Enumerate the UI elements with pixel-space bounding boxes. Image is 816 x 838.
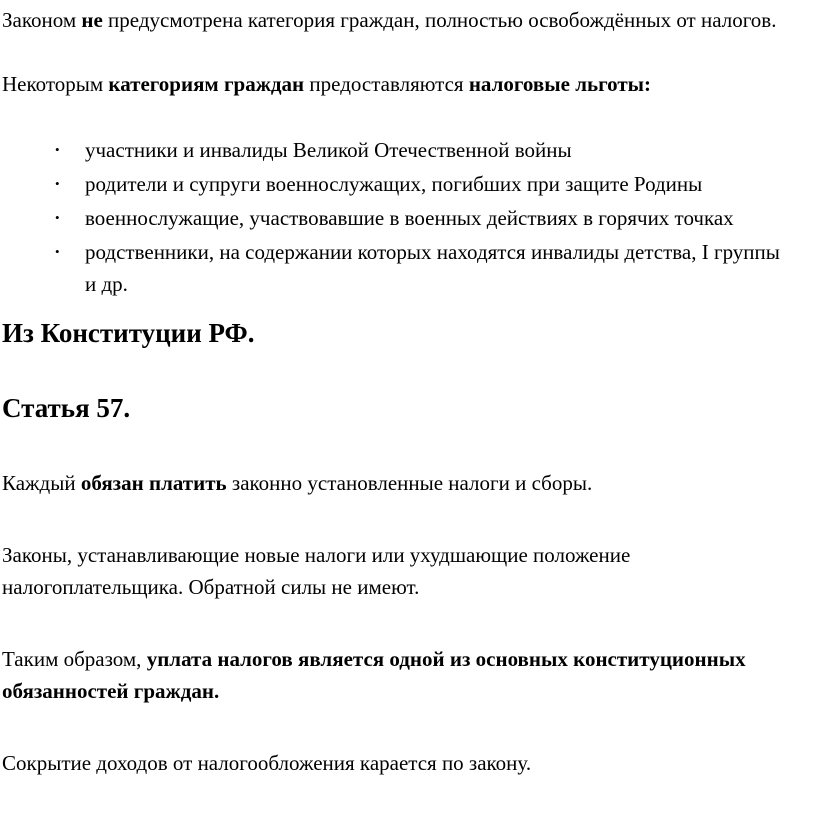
concealment-paragraph: Сокрытие доходов от налогообложения карается по закону. bbox=[2, 751, 532, 775]
list-item bbox=[2, 236, 814, 300]
list-item bbox=[2, 134, 814, 166]
list-item bbox=[2, 168, 814, 200]
duty-text-end: законно установленные налоги и сборы. bbox=[226, 471, 593, 495]
list-item-text: военнослужащие, участвовавшие в военных действиях в горячих точках bbox=[85, 206, 734, 230]
conclusion-paragraph bbox=[2, 643, 814, 707]
benefits-emphasis-tax: налоговые льготы: bbox=[468, 72, 652, 96]
list-item-text: родственники, на содержании которых находятся инвалиды детства, I группы и др. bbox=[85, 240, 780, 296]
intro-emphasis: не bbox=[81, 8, 103, 32]
list-item bbox=[2, 202, 814, 234]
article-paragraph-duty bbox=[2, 467, 814, 499]
benefits-text-mid: предоставляются bbox=[304, 72, 469, 96]
intro-text: Законом bbox=[2, 8, 82, 32]
bullet-icon: • bbox=[55, 210, 60, 225]
list-item-text: родители и супруги военнослужащих, погибших при защите Родины bbox=[85, 172, 703, 196]
benefits-emphasis-categories: категориям граждан bbox=[108, 72, 305, 96]
list-item-text: участники и инвалиды Великой Отечественной войны bbox=[85, 138, 572, 162]
benefits-list bbox=[2, 134, 814, 300]
conclusion-text: Таким образом, bbox=[2, 647, 147, 671]
bullet-icon: • bbox=[55, 244, 60, 259]
document bbox=[2, 4, 814, 779]
conclusion-emphasis: уплата налогов является одной из основных конституционных обязанностей граждан. bbox=[2, 647, 746, 703]
bullet-icon: • bbox=[55, 142, 60, 157]
bullet-icon: • bbox=[55, 176, 60, 191]
benefits-text: Некоторым bbox=[2, 72, 109, 96]
article-paragraph-laws: Законы, устанавливающие новые налоги или ухудшающие положение налогоплательщика. Обратной силы не имеют. bbox=[2, 543, 631, 599]
benefits-paragraph bbox=[2, 68, 814, 100]
intro-paragraph bbox=[2, 4, 814, 36]
article-heading: Статья 57. bbox=[2, 393, 131, 423]
intro-text-end: предусмотрена категория граждан, полностью освобождённых от налогов. bbox=[102, 8, 777, 32]
duty-emphasis: обязан платить bbox=[80, 471, 227, 495]
constitution-heading: Из Конституции РФ. bbox=[2, 318, 255, 348]
duty-text: Каждый bbox=[2, 471, 81, 495]
